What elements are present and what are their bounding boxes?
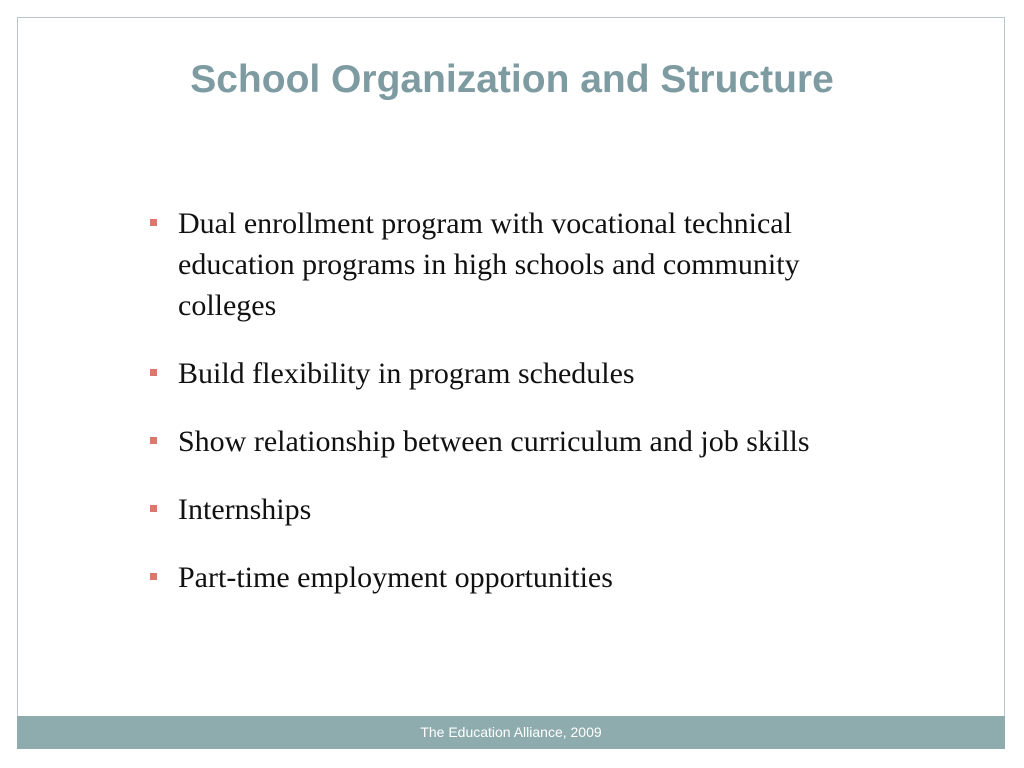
square-bullet-icon [150,505,157,512]
bullet-item [146,557,876,598]
footer-bar [17,716,1005,749]
square-bullet-icon [150,573,157,580]
bullet-text: Part-time employment opportunities [178,561,613,594]
bullet-item [146,489,876,530]
square-bullet-icon [150,437,157,444]
bullet-text: Internships [178,493,312,526]
bullet-list [146,203,876,625]
slide-title: School Organization and Structure [190,58,834,101]
bullet-item [146,353,876,394]
bullet-item [146,203,876,326]
bullet-item [146,421,876,462]
square-bullet-icon [150,369,157,376]
footer-text: The Education Alliance, 2009 [420,724,602,740]
bullet-text: Dual enrollment program with vocational technical education programs in high schools and community colleges [178,207,800,322]
bullet-text: Show relationship between curriculum and job skills [178,425,810,458]
square-bullet-icon [150,219,157,226]
bullet-text: Build flexibility in program schedules [178,357,635,390]
